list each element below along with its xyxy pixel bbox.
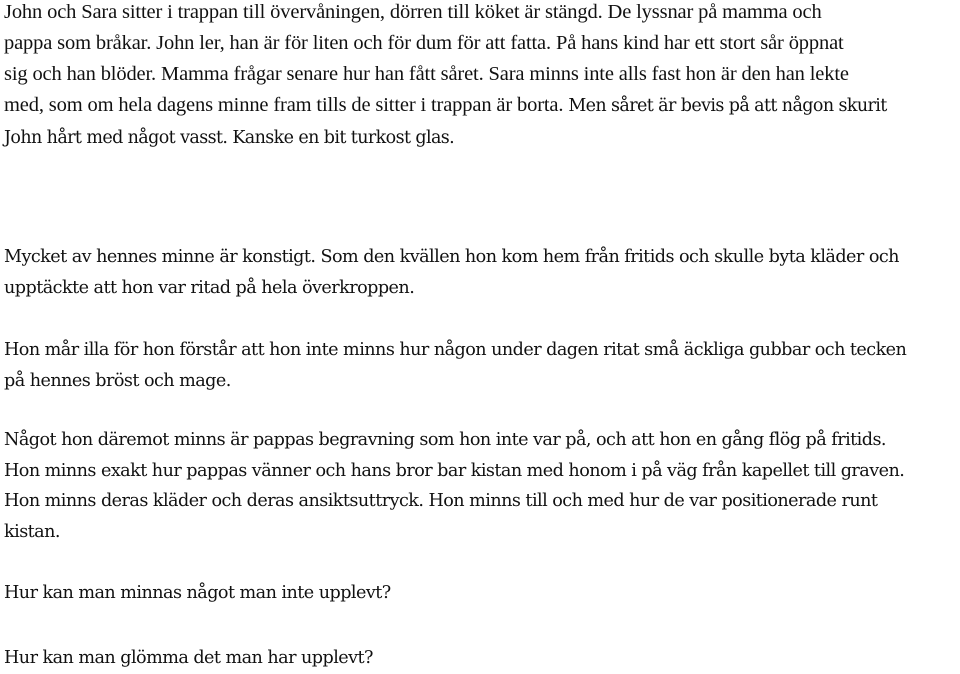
text-line: Hon mår illa för hon förstår att hon inte minns hur någon under dagen ritat små äckliga gubbar och tecken	[4, 340, 907, 360]
text-line: Något hon däremot minns är pappas begravning som hon inte var på, och att hon en gång flög på fritids.	[4, 430, 886, 450]
paragraph-drawings	[4, 335, 956, 396]
text-line: Hon minns deras kläder och deras ansiktsuttryck. Hon minns till och med hur de var positionerade runt	[4, 491, 878, 511]
text-line: kistan.	[4, 521, 60, 542]
question-forget	[4, 643, 956, 674]
text-line: Mycket av hennes minne är konstigt. Som den kvällen hon kom hem från fritids och skulle byta kläder och	[4, 247, 899, 267]
text-line: John och Sara sitter i trappan till övervåningen, dörren till köket är stängd. De lyssnar på mamma och	[4, 1, 822, 23]
text-line: Hur kan man minnas något man inte upplevt?	[4, 583, 391, 603]
question-remember	[4, 578, 956, 609]
text-line: John hårt med något vasst. Kanske en bit turkost glas.	[4, 128, 455, 148]
paragraph-memory	[4, 242, 956, 303]
text-line: Men såret är bevis på att någon skurit	[568, 96, 887, 116]
paragraph-stairs	[4, 0, 956, 154]
text-line: upptäckte att hon var ritad på hela överkroppen.	[4, 277, 415, 298]
text-line: på hennes bröst och mage.	[4, 370, 231, 391]
text-line: sig och han blöder. Mamma frågar senare hur han fått såret. Sara minns inte alls fast hon är den han lekte	[4, 63, 849, 85]
text-line: Hur kan man glömma det man har upplevt?	[4, 648, 373, 668]
text-line: med, som om hela dagens minne fram tills de sitter i trappan är borta.	[4, 94, 564, 116]
text-line: pappa som bråkar. John ler, han är för liten och för dum för att fatta. På hans kind har ett stort sår öppnat	[4, 32, 844, 54]
paragraph-funeral	[4, 425, 956, 547]
text-line: Hon minns exakt hur pappas vänner och hans bror bar kistan med honom i på väg från kapellet till graven.	[4, 460, 905, 481]
